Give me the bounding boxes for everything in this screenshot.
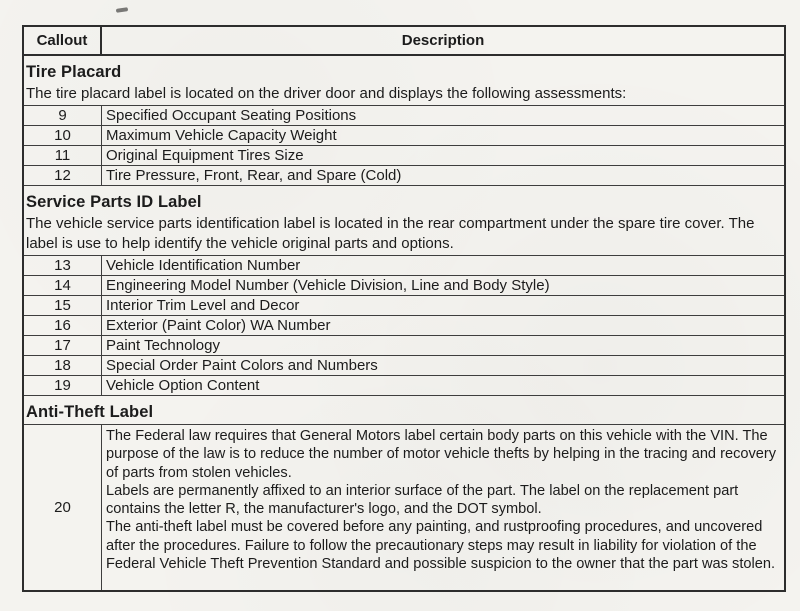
table-row bbox=[24, 106, 784, 126]
callout-cell: 13 bbox=[24, 256, 102, 275]
callout-cell: 16 bbox=[24, 316, 102, 335]
section-service-parts-id-label bbox=[24, 186, 784, 396]
description-cell: Tire Pressure, Front, Rear, and Spare (Cold) bbox=[106, 166, 402, 184]
description-cell: Engineering Model Number (Vehicle Division, Line and Body Style) bbox=[106, 276, 550, 294]
section-rows bbox=[24, 105, 784, 186]
description-column-header: Description bbox=[401, 32, 485, 49]
section-rows bbox=[24, 424, 784, 590]
table-row bbox=[24, 126, 784, 146]
section-title: Anti-Theft Label bbox=[26, 403, 154, 421]
table-body bbox=[24, 56, 784, 590]
description-paragraph: Labels are permanently affixed to an interior surface of the part. The label on the replacement part contains the letter R, the manufacturer's logo, and the DOT symbol. bbox=[106, 482, 739, 518]
callout-cell: 9 bbox=[24, 106, 102, 125]
callout-cell: 17 bbox=[24, 336, 102, 355]
section-tire-placard bbox=[24, 56, 784, 186]
section-rows bbox=[24, 255, 784, 396]
section-title: Service Parts ID Label bbox=[26, 193, 202, 211]
description-paragraph: The Federal law requires that General Motors label certain body parts on this vehicle with the VIN. The purpose of the law is to reduce the number of motor vehicle thefts by helping in the tracing and recovery of parts from stolen vehicles. bbox=[106, 428, 777, 481]
description-cell: Interior Trim Level and Decor bbox=[106, 296, 300, 314]
table-row bbox=[24, 376, 784, 396]
table-row bbox=[24, 146, 784, 166]
section-intro: The vehicle service parts identification label is located in the rear compartment under the spare tire cover. The label is use to help identify the vehicle original parts and options. bbox=[26, 215, 755, 252]
callout-cell: 19 bbox=[24, 376, 102, 395]
description-cell bbox=[102, 425, 784, 590]
description-paragraph: The anti-theft label must be covered before any painting, and rustproofing procedures, and uncovered after the procedures. Failure to follow the precautionary steps may result in liability for violation of the Federal Vehicle Theft Prevention Standard and possible suspicion to the owner that the part was stolen. bbox=[106, 519, 776, 573]
description-cell: Vehicle Identification Number bbox=[106, 256, 301, 274]
description-cell: Paint Technology bbox=[106, 336, 220, 354]
description-cell: Exterior (Paint Color) WA Number bbox=[106, 316, 331, 334]
description-cell: Vehicle Option Content bbox=[106, 376, 260, 394]
description-cell: Maximum Vehicle Capacity Weight bbox=[106, 126, 337, 144]
table-row bbox=[24, 425, 784, 590]
table-row bbox=[24, 276, 784, 296]
section-anti-theft-label bbox=[24, 396, 784, 590]
table-header-row bbox=[24, 27, 784, 56]
table-row bbox=[24, 336, 784, 356]
scan-artifact bbox=[116, 7, 128, 13]
table-row bbox=[24, 296, 784, 316]
table-row bbox=[24, 356, 784, 376]
callout-column-header: Callout bbox=[24, 27, 102, 54]
table-row bbox=[24, 256, 784, 276]
table-row bbox=[24, 166, 784, 186]
description-cell: Original Equipment Tires Size bbox=[106, 146, 304, 164]
callout-cell: 12 bbox=[24, 166, 102, 185]
callout-cell: 20 bbox=[24, 425, 102, 590]
section-title: Tire Placard bbox=[26, 63, 122, 81]
callout-description-table bbox=[22, 25, 786, 592]
section-intro: The tire placard label is located on the driver door and displays the following assessments: bbox=[26, 85, 627, 102]
callout-cell: 10 bbox=[24, 126, 102, 145]
callout-cell: 14 bbox=[24, 276, 102, 295]
callout-cell: 18 bbox=[24, 356, 102, 375]
callout-cell: 11 bbox=[24, 146, 102, 165]
description-cell: Special Order Paint Colors and Numbers bbox=[106, 356, 378, 374]
table-row bbox=[24, 316, 784, 336]
description-cell: Specified Occupant Seating Positions bbox=[106, 106, 357, 124]
callout-cell: 15 bbox=[24, 296, 102, 315]
